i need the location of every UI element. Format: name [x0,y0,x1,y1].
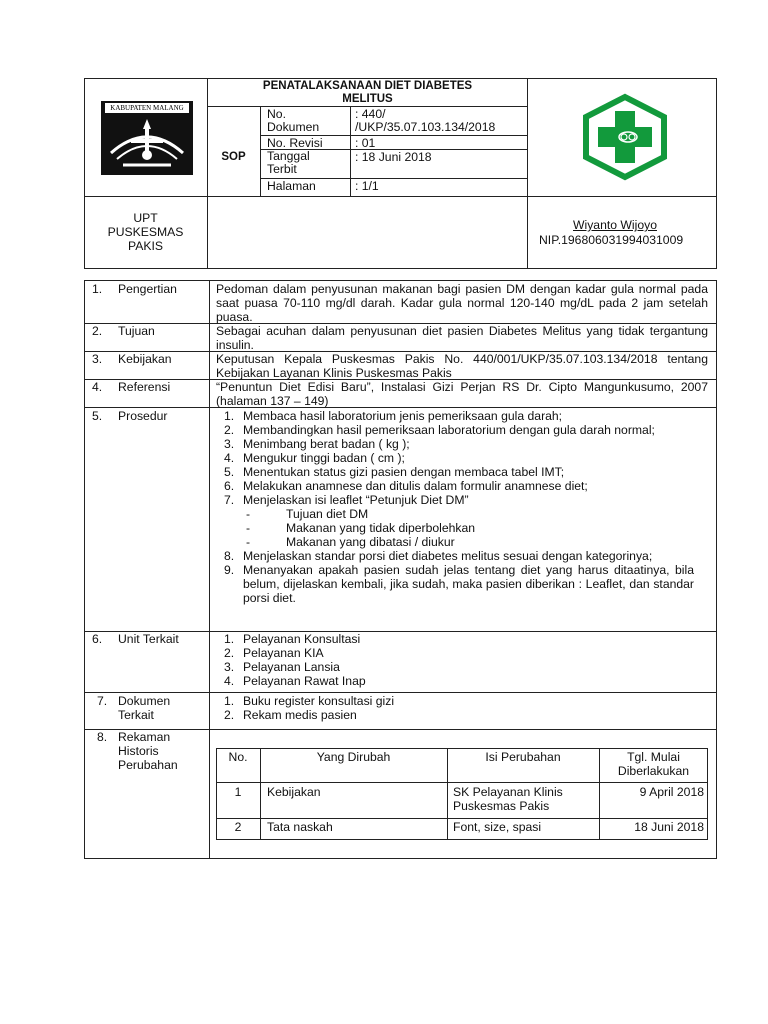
list-item: 3. Menimbang berat badan ( kg ); [224,437,410,451]
meta-label-issue-date: Tanggal Terbit [267,149,310,176]
history-cell-changed: Tata naskah [267,820,333,834]
meta-label-page: Halaman [267,179,316,193]
meta-label-doc-no: No. Dokumen [267,107,320,134]
document-title: PENATALAKSANAAN DIET DIABETES MELITUS [262,80,473,105]
section-number: 5. [92,409,103,423]
list-item: 2. Rekam medis pasien [224,708,357,722]
section-text-pengertian: Pedoman dalam penyusunan makanan bagi pasien DM dengan kadar gula normal pada saat puasa 70-110 mg/dl darah. Kadar gula normal 120-140 mg/dL pada 2 jam setelah puasa. [216,282,708,324]
history-cell-changed: Kebijakan [267,785,321,799]
section-number: 4. [92,380,103,394]
history-header-date: Tgl. Mulai Diberlakukan [617,750,690,778]
list-item: 3. Pelayanan Lansia [224,660,340,674]
section-label-rekaman: Rekaman Historis Perubahan [118,730,178,772]
list-sub-item: - Tujuan diet DM [246,507,369,521]
section-text-referensi: “Penuntun Diet Edisi Baru”, Instalasi Gizi Perjan RS Dr. Cipto Mangunkusumo, 2007 (halaman 137 – 149) [216,380,708,408]
section-number: 1. [92,282,103,296]
meta-value-page: : 1/1 [355,179,379,193]
section-label-dokumen-terkait: Dokumen Terkait [118,694,171,722]
list-item: 9. Menanyakan apakah pasien sudah jelas tentang diet yang harus ditaatinya, bila belum, dijelaskan kembali, jika sudah, maka pasien diberikan : Leaflet, dan standar porsi diet. [224,563,694,605]
section-label-prosedur: Prosedur [118,409,168,423]
list-sub-item: - Makanan yang tidak diperbolehkan [246,521,476,535]
section-label-referensi: Referensi [118,380,171,394]
list-item: 4. Pelayanan Rawat Inap [224,674,366,688]
section-label-tujuan: Tujuan [118,324,155,338]
signer-name: Wiyanto Wijoyo [573,218,657,232]
meta-value-issue-date: : 18 Juni 2018 [355,150,432,164]
history-header-content: Isi Perubahan [485,750,561,764]
document-list [216,694,694,722]
list-item: 1. Membaca hasil laboratorium jenis pemeriksaan gula darah; [224,409,563,423]
section-number: 8. [97,730,108,744]
unit-list [216,632,694,688]
list-item: 8. Menjelaskan standar porsi diet diabetes melitus sesuai dengan kategorinya; [224,549,653,563]
list-item: 6. Melakukan anamnese dan ditulis dalam formulir anamnese diet; [224,479,588,493]
list-item: 1. Pelayanan Konsultasi [224,632,361,646]
meta-value-revision: : 01 [355,136,376,150]
meta-value-doc-no: : 440/ /UKP/35.07.103.134/2018 [355,107,496,134]
regency-logo [101,101,193,175]
sop-label: SOP [221,151,246,163]
procedure-list [216,409,694,605]
list-item: 5. Menentukan status gizi pasien dengan membaca tabel IMT; [224,465,565,479]
history-cell-no: 1 [234,785,242,799]
history-header-no: No. [228,750,248,764]
list-item: 2. Pelayanan KIA [224,646,324,660]
section-number: 7. [97,694,108,708]
history-cell-date: 9 April 2018 [639,785,704,799]
list-item: 1. Buku register konsultasi gizi [224,694,395,708]
section-label-unit-terkait: Unit Terkait [118,632,179,646]
history-cell-date: 18 Juni 2018 [634,820,704,834]
meta-label-revision: No. Revisi [267,136,323,150]
section-label-pengertian: Pengertian [118,282,177,296]
list-item: 2. Membandingkan hasil pemeriksaan laboratorium dengan gula darah normal; [224,423,655,437]
history-cell-no: 2 [234,820,242,834]
section-number: 2. [92,324,103,338]
section-text-kebijakan: Keputusan Kepala Puskesmas Pakis No. 440/001/UKP/35.07.103.134/2018 tentang Kebijakan Layanan Klinis Puskesmas Pakis [216,352,708,380]
history-cell-content: Font, size, spasi [453,820,542,834]
history-cell-content: SK Pelayanan Klinis Puskesmas Pakis [453,785,563,813]
list-item: 7. Menjelaskan isi leaflet “Petunjuk Diet DM” [224,493,469,507]
section-number: 6. [92,632,103,646]
org-name: UPT PUSKESMAS PAKIS [107,211,184,253]
signer-nip: NIP.196806031994031009 [539,233,684,247]
history-header-changed: Yang Dirubah [316,750,391,764]
section-label-kebijakan: Kebijakan [118,352,172,366]
list-item: 4. Mengukur tinggi badan ( cm ); [224,451,405,465]
puskesmas-logo [578,93,672,181]
section-number: 3. [92,352,103,366]
list-sub-item: - Makanan yang dibatasi / diukur [246,535,455,549]
section-text-tujuan: Sebagai acuhan dalam penyusunan diet pasien Diabetes Melitus yang tidak tergantung insulin. [216,324,708,352]
regency-label: KABUPATEN MALANG [105,103,189,113]
